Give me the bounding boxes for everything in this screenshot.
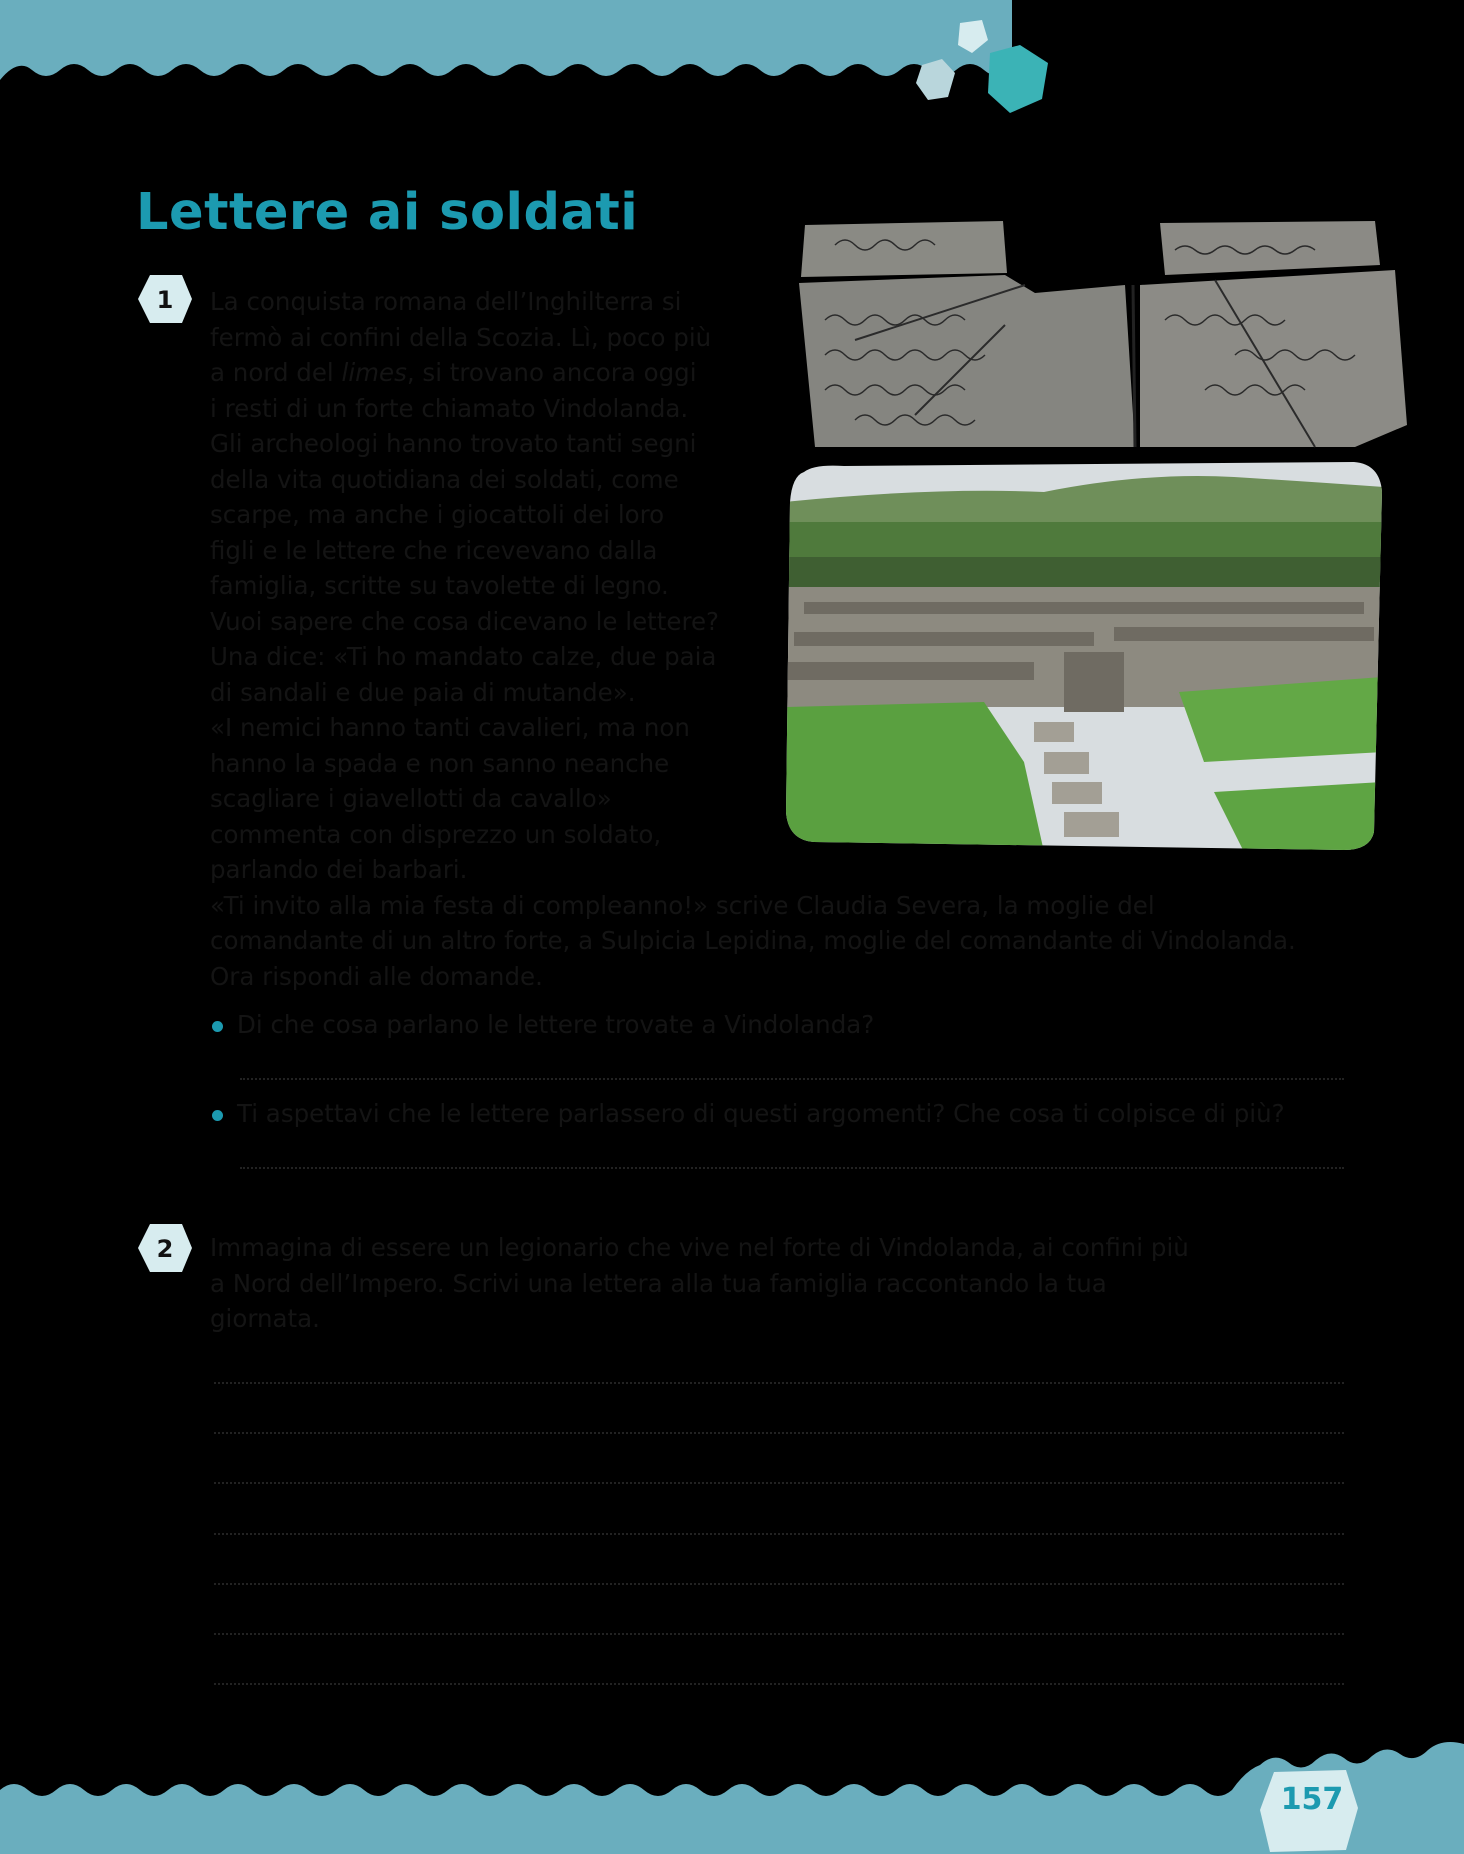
bottom-decorative-band [0, 1730, 1464, 1854]
text-line: figli e le lettere che ricevevano dalla [210, 535, 658, 565]
page-title: Lettere ai soldati [136, 183, 639, 242]
text-line: a nord del limes, si trovano ancora oggi [210, 358, 697, 387]
exercise-1-badge [136, 273, 194, 325]
exercise-2-badge [136, 1222, 194, 1274]
text-line: fermò ai confini della Scozia. Lì, poco più [210, 322, 712, 352]
bullet-icon [212, 1110, 223, 1121]
text-line: giornata. [210, 1304, 320, 1333]
writing-line[interactable] [214, 1683, 1344, 1685]
text-line: a Nord dell’Impero. Scrivi una lettera alla tua famiglia raccontando la tua [210, 1268, 1107, 1298]
text-line: i resti di un forte chiamato Vindolanda. [210, 393, 689, 423]
decorative-pebbles [910, 15, 1060, 125]
vindolanda-ruins-photo [784, 462, 1383, 852]
writing-line[interactable] [214, 1382, 1344, 1384]
text-line: famiglia, scritte su tavolette di legno. [210, 571, 669, 600]
text-line: di sandali e due paia di mutande». [210, 677, 636, 707]
text-line: «I nemici hanno tanti cavalieri, ma non [210, 713, 690, 742]
writing-line[interactable] [214, 1633, 1344, 1635]
answer-line[interactable] [240, 1078, 1344, 1080]
text-line: della vita quotidiana dei soldati, come [210, 464, 679, 494]
text-line: commenta con disprezzo un soldato, [210, 819, 662, 849]
text-line: «Ti invito alla mia festa di compleanno!» scrive Claudia Severa, la moglie del [210, 890, 1155, 920]
text-line: Ora rispondi alle domande. [210, 961, 543, 991]
text-line: scarpe, ma anche i giocattoli dei loro [210, 500, 665, 529]
text-line: hanno la spada e non sanno neanche [210, 748, 670, 778]
limes-italic: limes [341, 358, 407, 387]
text-line: Gli archeologi hanno trovato tanti segni [210, 429, 697, 458]
text-line: scagliare i giavellotti da cavallo» [210, 784, 612, 813]
writing-line[interactable] [214, 1533, 1344, 1535]
question-1: Di che cosa parlano le lettere trovate a Vindolanda? [212, 1010, 874, 1039]
text-line: comandante di un altro forte, a Sulpicia Lepidina, moglie del comandante di Vindolanda. [210, 926, 1296, 955]
exercise-1-number: 1 [156, 286, 174, 314]
top-decorative-band [0, 0, 1012, 100]
writing-line[interactable] [214, 1583, 1344, 1585]
vindolanda-tablet-image [795, 215, 1407, 450]
text-line: Vuoi sapere che cosa dicevano le lettere? [210, 606, 720, 636]
writing-line[interactable] [214, 1482, 1344, 1484]
text-line: parlando dei barbari. [210, 855, 468, 884]
question-2: Ti aspettavi che le lettere parlassero di questi argomenti? Che cosa ti colpisce di più? [212, 1099, 1285, 1128]
exercise-2-number: 2 [156, 1235, 174, 1263]
writing-line[interactable] [214, 1432, 1344, 1434]
page-number: 157 [1280, 1782, 1344, 1817]
answer-line[interactable] [240, 1167, 1344, 1169]
text-line: Una dice: «Ti ho mandato calze, due paia [210, 642, 717, 671]
text-line: La conquista romana dell’Inghilterra si [210, 287, 682, 316]
exercise-2-text [210, 1230, 1189, 1337]
text-line: Immagina di essere un legionario che vive nel forte di Vindolanda, ai confini più [210, 1233, 1189, 1262]
bullet-icon [212, 1021, 223, 1032]
